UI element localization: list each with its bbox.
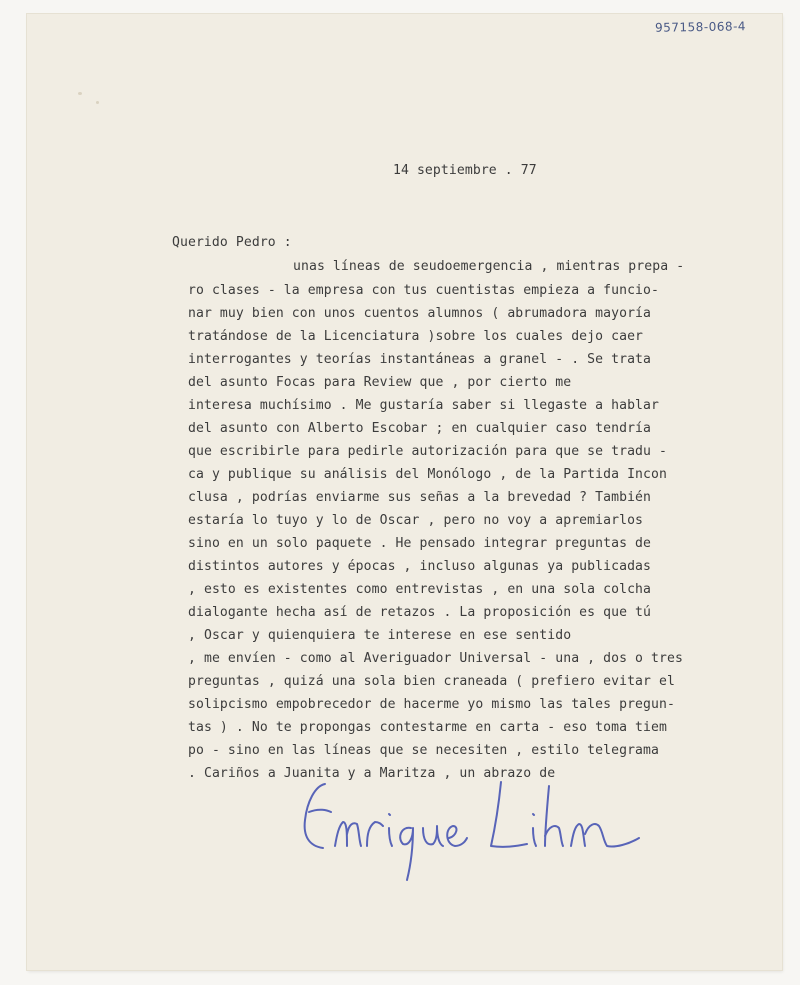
letter-date: 14 septiembre . 77: [393, 163, 537, 178]
letter-body-line: tratándose de la Licenciatura )sobre los cuales dejo caer: [188, 329, 644, 344]
paper-stain: [78, 92, 82, 95]
letter-body-line: interrogantes y teorías instantáneas a granel - . Se trata: [188, 352, 652, 367]
letter-body-line: ca y publique su análisis del Monólogo , de la Partida Incon: [188, 467, 667, 482]
letter-body-line: preguntas , quizá una sola bien craneada ( prefiero evitar el: [188, 674, 675, 689]
letter-body-line: del asunto Focas para Review que , por cierto me: [188, 375, 572, 390]
letter-body-line: que escribirle para pedirle autorización para que se tradu -: [188, 444, 667, 459]
letter-body-line: tas ) . No te propongas contestarme en carta - eso toma tiem: [188, 720, 667, 735]
letter-body-line: clusa , podrías enviarme sus señas a la brevedad ? También: [188, 490, 652, 505]
letter-salutation: Querido Pedro :: [172, 235, 292, 250]
letter-body-line: interesa muchísimo . Me gustaría saber si llegaste a hablar: [188, 398, 660, 413]
paper-stain: [96, 101, 99, 104]
letter-body-line: , Oscar y quienquiera te interese en ese sentido: [188, 628, 572, 643]
letter-body-line: sino en un solo paquete . He pensado integrar preguntas de: [188, 536, 652, 551]
letter-body-line: unas líneas de seudoemergencia , mientras prepa -: [293, 259, 685, 274]
letter-body-line: po - sino en las líneas que se necesiten , estilo telegrama: [188, 743, 660, 758]
letter-body-line: solipcismo empobrecedor de hacerme yo mismo las tales pregun-: [188, 697, 675, 712]
letter-body-line: . Cariños a Juanita y a Maritza , un abrazo de: [188, 766, 556, 781]
letter-body-line: ro clases - la empresa con tus cuentistas empieza a funcio-: [188, 283, 660, 298]
handwritten-signature: [295, 772, 695, 882]
letter-body-line: del asunto con Alberto Escobar ; en cualquier caso tendría: [188, 421, 652, 436]
archive-reference-number: 957158-068-4: [654, 19, 747, 35]
letter-body-line: distintos autores y épocas , incluso algunas ya publicadas: [188, 559, 652, 574]
letter-body-line: nar muy bien con unos cuentos alumnos ( abrumadora mayoría: [188, 306, 652, 321]
letter-body-line: estaría lo tuyo y lo de Oscar , pero no voy a apremiarlos: [188, 513, 644, 528]
letter-body-line: , me envíen - como al Averiguador Universal - una , dos o tres: [188, 651, 683, 666]
letter-body-line: , esto es existentes como entrevistas , en una sola colcha: [188, 582, 652, 597]
letter-body-line: dialogante hecha así de retazos . La proposición es que tú: [188, 605, 652, 620]
